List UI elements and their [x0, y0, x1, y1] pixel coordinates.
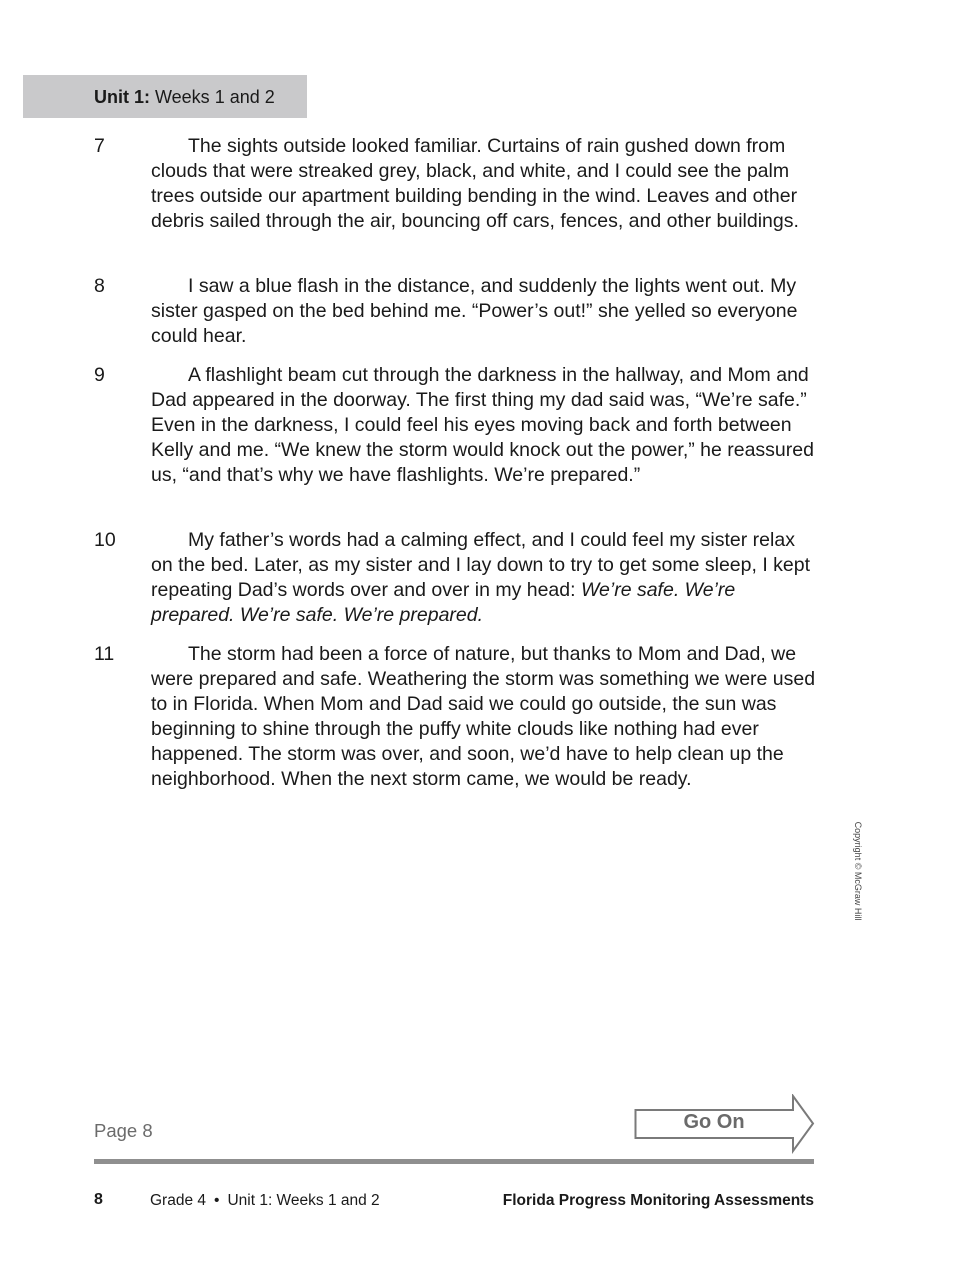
- paragraph-number: 9: [94, 364, 105, 386]
- footer-page-number: 8: [94, 1191, 103, 1208]
- footer-assessment-title: Florida Progress Monitoring Assessments: [502, 1192, 814, 1209]
- unit-header-tab: [23, 75, 307, 118]
- go-on-label: Go On: [683, 1111, 745, 1133]
- footer-unit: Unit 1: Weeks 1 and 2: [227, 1192, 380, 1209]
- footer-divider: [94, 1159, 814, 1164]
- paragraph-text: The sights outside looked familiar. Curtains of rain gushed down from clouds that were streaked grey, black, and white, and I could see the palm trees outside our apartment building bending in the wind. Leaves and other debris sailed through the air, bouncing off cars, fences, and other buildings.: [151, 135, 799, 232]
- paragraph-10: [94, 528, 819, 628]
- paragraph-7: [94, 134, 819, 234]
- unit-label-bold: Unit 1:: [94, 87, 150, 107]
- paragraph-text: A flashlight beam cut through the darkness in the hallway, and Mom and Dad appeared in the doorway. The first thing my dad said was, “We’re safe.” Even in the darkness, I could feel his eyes moving back and forth between Kelly and me. “We knew the storm would knock out the power,” he reassured us, “and that’s why we have flashlights. We’re prepared.”: [151, 364, 814, 486]
- paragraph-text: I saw a blue flash in the distance, and suddenly the lights went out. My sister gasped on the bed behind me. “Power’s out!” she yelled so everyone could hear.: [151, 275, 798, 347]
- paragraph-11: [94, 642, 819, 792]
- go-on-button[interactable]: [634, 1094, 816, 1154]
- paragraph-italic-text: We’re safe. We’re prepared. We’re safe. We’re prepared.: [151, 579, 736, 626]
- paragraph-number: 11: [94, 643, 115, 665]
- unit-label-weeks: Weeks 1 and 2: [150, 87, 275, 107]
- footer-grade: Grade 4: [150, 1192, 207, 1209]
- paragraph-number: 7: [94, 135, 105, 157]
- page-label: Page 8: [94, 1120, 153, 1141]
- paragraph-9: [94, 363, 819, 488]
- paragraph-8: [94, 274, 819, 349]
- paragraph-number: 8: [94, 275, 105, 297]
- copyright-notice: Copyright © McGraw Hill: [853, 821, 863, 921]
- footer-grade-unit: [150, 1192, 380, 1210]
- footer-separator: •: [214, 1192, 220, 1209]
- paragraph-text: My father’s words had a calming effect, and I could feel my sister relax on the bed. Later, as my sister and I lay down to try to get some sleep, I kept repeating Dad’s words over and over in my head:: [151, 529, 811, 601]
- paragraph-text: The storm had been a force of nature, but thanks to Mom and Dad, we were prepared and safe. Weathering the storm was something we were used to in Florida. When Mom and Dad said we could go outside, the sun was beginning to shine through the puffy white clouds like nothing had ever happened. The storm was over, and soon, we’d have to help clean up the neighborhood. When the next storm came, we would be ready.: [151, 643, 816, 790]
- paragraph-number: 10: [94, 529, 116, 551]
